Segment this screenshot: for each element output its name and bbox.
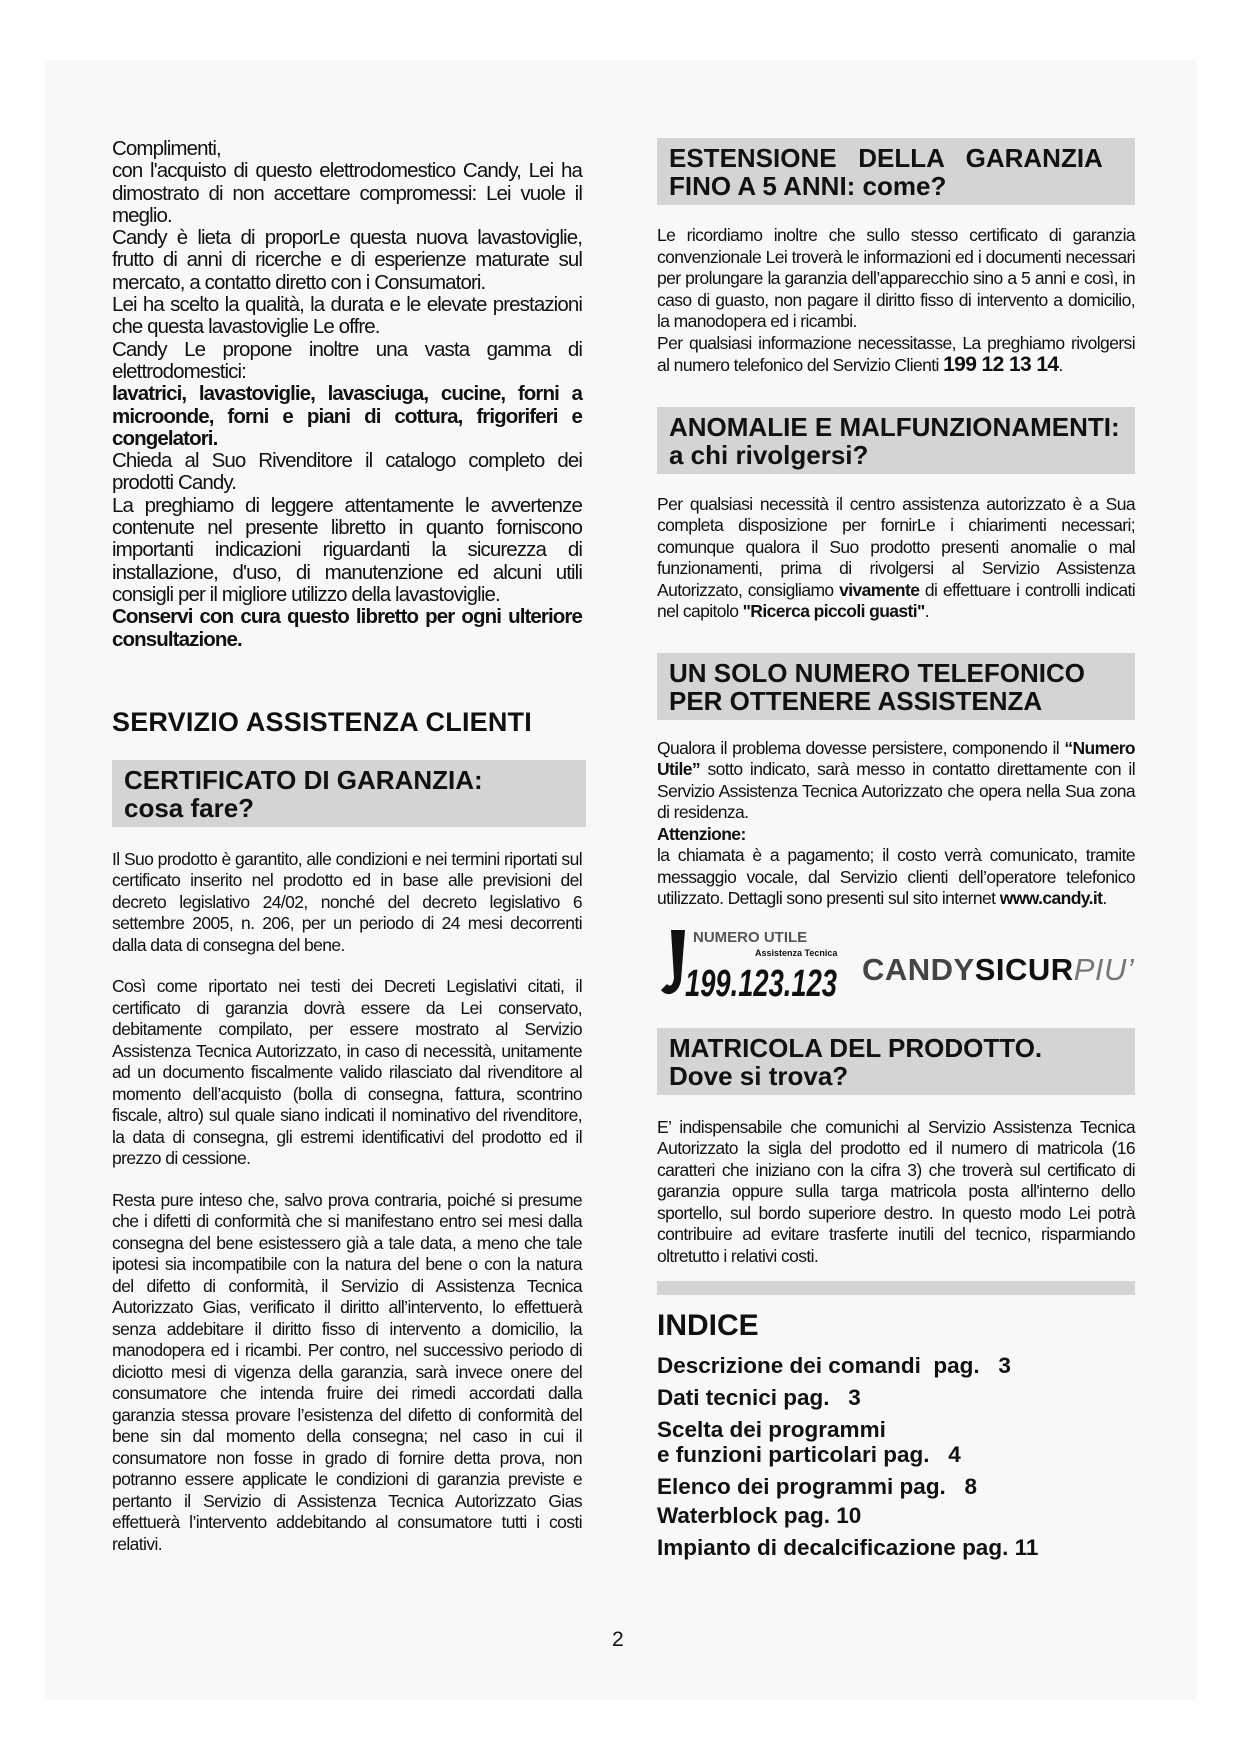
intro-paragraph-3: Lei ha scelto la qualità, la durata e le elevate prestazioni che questa lavastoviglie Le offre. <box>112 293 582 339</box>
indice-item[interactable]: Impianto di decalcificazione pag. 11 <box>657 1535 1039 1560</box>
numero-utile-number: 199.123.123 <box>685 962 837 1005</box>
certificato-paragraph-1: Il Suo prodotto è garantito, alle condizioni e nei termini riportati sul certificato inserito nel prodotto ed in base alle previsioni del decreto legislativo 24/02, nonché del decreto legislativo 6 settembre 2005, n. 206, per un periodo di 24 mesi decorrenti dalla data di consegna del bene. <box>112 848 582 955</box>
numero-text-2: sotto indicato, sarà messo in contatto direttamente con il Servizio Assistenza Tecnica Autorizzato che opera nella Sua zona di residenza. <box>657 759 1135 822</box>
numero-bold: “Numero Utile” <box>657 737 1135 779</box>
certificato-paragraph-3: Resta pure inteso che, salvo prova contraria, poiché si presume che i difetti di conformità che si manifestano entro sei mesi dalla consegna del bene esistessero già a tale data, a meno che tale ipotesi sia incompatibile con la natura del bene o con la natura del difetto di conformità, il Servizio di Assistenza Tecnica Autorizzato Gias, verificato il diritto all’intervento, lo effettuerà senza addebitare il diritto fisso di intervento a domicilio, la manodopera ed i ricambi. Per contro, nel successivo periodo di diciotto mesi di vigenza della garanzia, sarà invece onere del consumatore che intenda fruire dei rimedi accordati dalla garanzia stessa provare l’esistenza del difetto di conformità del bene sin dal momento della consegna; nel caso in cui il consumatore non fosse in grado di fornire detta prova, non potranno essere applicate le condizioni di garanzia previste e pertanto il Servizio di Assistenza Tecnica Autorizzato Gias effettuerà l’intervento addebitando al consumatore tutti i costi relativi. <box>112 1189 582 1554</box>
numero-body <box>657 738 1135 910</box>
estensione-heading-line1: ESTENSIONE DELLA GARANZIA <box>669 143 1103 173</box>
numero-paragraph-2 <box>657 845 1135 910</box>
numero-heading-line2: PER OTTENERE ASSISTENZA <box>669 685 1043 716</box>
estensione-heading <box>657 138 1135 205</box>
estensione-paragraph-1: Le ricordiamo inoltre che sullo stesso certificato di garanzia convenzionale Lei troverà le informazioni ed i documenti necessari per prolungare la garanzia dell’apparecchio sino a 5 anni e così, in caso di guasto, non pagare il diritto fisso di intervento a domicilio, la manodopera ed i ricambi. <box>657 225 1135 331</box>
estensione-heading-line2: FINO A 5 ANNI: come? <box>669 171 947 201</box>
estensione-paragraph-2-text: Per qualsiasi informazione necessitasse, La preghiamo rivolgersi al numero telefonico del Servizio Clienti <box>657 332 1135 375</box>
intro-paragraph-2: Candy è lieta di proporLe questa nuova lavastoviglie, frutto di anni di ricerche e di esperienze maturate sul mercato, a contatto diretto con i Consumatori. <box>112 226 582 294</box>
indice-item[interactable]: Elenco dei programmi pag. 8 <box>657 1474 978 1499</box>
assistenza-tecnica-label: Assistenza Tecnica <box>755 947 838 958</box>
intro-text <box>112 138 582 651</box>
indice-list <box>657 1353 1135 1560</box>
anomalie-heading-line2: a chi rivolgersi? <box>669 439 869 470</box>
indice-divider <box>657 1281 1135 1295</box>
anomalie-text-1: Per qualsiasi necessità il centro assistenza autorizzato è a Sua completa disposizione per fornirLe i chiarimenti necessari; comunque qualora il Suo prodotto presenti anomalie o mal funzionamenti, prima di rivolgersi al Servizio Assistenza Autorizzato, consigliamo <box>657 493 1135 600</box>
left-column <box>112 138 582 1555</box>
anomalie-bold: vivamente <box>839 579 920 600</box>
matricola-body <box>657 1117 1135 1268</box>
certificato-paragraph-2: Così come riportato nei testi dei Decreti Legislativi citati, il certificato di garanzia dovrà essere da Lei conservato, debitamente compilato, per essere mostrato al Servizio Assistenza Tecnica Autorizzato, in caso di necessità, unitamente ad un documento fiscalmente valido rilasciato dal rivenditore al momento dell’acquisto (bolla di consegna, fattura, scontrino fiscale, altro) sul quale siano indicati il nominativo del rivenditore, la data di consegna, gli estremi identificativi del prodotto ed il prezzo di cessione. <box>112 976 582 1169</box>
estensione-paragraph-2 <box>657 333 1135 377</box>
page-number: 2 <box>612 1628 624 1651</box>
indice-item[interactable]: Scelta dei programmi <box>657 1417 886 1442</box>
certificato-heading-line1: CERTIFICATO DI GARANZIA: <box>124 764 483 795</box>
anomalie-ref: "Ricerca piccoli guasti" <box>742 601 925 621</box>
right-column <box>657 138 1135 1560</box>
candysicurpiu-logo <box>862 952 1134 988</box>
attention-label: Attenzione: <box>657 823 746 844</box>
certificato-heading-line2: cosa fare? <box>124 792 255 823</box>
anomalie-end: . <box>924 601 929 621</box>
indice-item[interactable]: e funzioni particolari pag. 4 <box>657 1442 961 1467</box>
candy-logo-part-1: CANDY <box>862 951 975 987</box>
anomalie-text-2: di effettuare i controlli indicati nel capitolo <box>657 579 1135 621</box>
numero-heading <box>657 653 1135 720</box>
numero-utile-label: NUMERO UTILE <box>693 928 808 946</box>
matricola-heading-line1: MATRICOLA DEL PRODOTTO. <box>669 1032 1043 1063</box>
anomalie-body <box>657 494 1135 623</box>
intro-paragraph-6: La preghiamo di leggere attentamente le avvertenze contenute nel presente libretto in quanto forniscono importanti indicazioni riguardanti la sicurezza di installazione, d'uso, di manutenzione ed alcuni utili consigli per il migliore utilizzo della lavastoviglie. <box>112 493 582 606</box>
certificato-heading <box>112 760 586 827</box>
logos-row <box>657 924 1135 1004</box>
numero-heading-line1: UN SOLO NUMERO TELEFONICO <box>669 657 1085 688</box>
intro-paragraph-1: con l'acquisto di questo elettrodomestico Candy, Lei ha dimostrato di non accettare compromessi: Lei vuole il meglio. <box>112 159 582 227</box>
candy-logo-part-3: PIU’ <box>1073 951 1135 987</box>
numero-text-1: Qualora il problema dovesse persistere, componendo il <box>657 737 1065 758</box>
numero-utile-logo <box>659 924 839 1004</box>
intro-paragraph-5: Chieda al Suo Rivenditore il catalogo completo dei prodotti Candy. <box>112 449 582 495</box>
indice-item[interactable]: Dati tecnici pag. 3 <box>657 1385 861 1410</box>
estensione-body <box>657 225 1135 377</box>
indice-title: INDICE <box>657 1309 759 1342</box>
numero-paragraph-1 <box>657 738 1135 824</box>
matricola-paragraph: E’ indispensabile che comunichi al Servizio Assistenza Tecnica Autorizzato la sigla del prodotto ed il numero di matricola (16 caratteri che iniziano con la cifra 3) che troverà sul certificato di garanzia oppure sulla targa matricola posta all'interno dello sportello, sul bordo superiore destro. In questo modo Lei potrà contribuire ad evitare trasferte inutili del tecnico, risparmiando oltretutto i relativi costi. <box>657 1116 1135 1266</box>
website-end: . <box>1102 888 1107 908</box>
matricola-heading <box>657 1028 1135 1095</box>
intro-products: lavatrici, lavastoviglie, lavasciuga, cucine, forni a microonde, forni e piani di cottura, frigoriferi e congelatori. <box>112 382 582 450</box>
intro-paragraph-4: Candy Le propone inoltre una vasta gamma di elettrodomestici: <box>112 337 582 383</box>
servizio-title: SERVIZIO ASSISTENZA CLIENTI <box>112 706 532 737</box>
anomalie-heading-line1: ANOMALIE E MALFUNZIONAMENTI: <box>669 411 1120 442</box>
website-link[interactable]: www.candy.it <box>999 888 1103 908</box>
indice-item[interactable]: Waterblock pag. 10 <box>657 1503 862 1528</box>
service-phone-number: 199 12 13 14 <box>943 353 1059 376</box>
candy-logo-part-2: SICUR <box>974 951 1074 987</box>
phone-handset-icon <box>661 930 685 994</box>
anomalie-heading <box>657 407 1135 474</box>
intro-greeting: Complimenti, <box>112 137 221 160</box>
certificato-body <box>112 849 582 1556</box>
indice-item[interactable]: Descrizione dei comandi pag. 3 <box>657 1353 1011 1378</box>
matricola-heading-line2: Dove si trova? <box>669 1060 849 1091</box>
anomalie-paragraph <box>657 494 1135 623</box>
intro-closing: Conservi con cura questo libretto per ogni ulteriore consultazione. <box>112 605 582 651</box>
phone-period: . <box>1058 355 1063 375</box>
numero-text-3: la chiamata è a pagamento; il costo verrà comunicato, tramite messaggio vocale, dal Servizio clienti dell’operatore telefonico utilizzato. Dettagli sono presenti sul sito internet <box>657 845 1135 908</box>
